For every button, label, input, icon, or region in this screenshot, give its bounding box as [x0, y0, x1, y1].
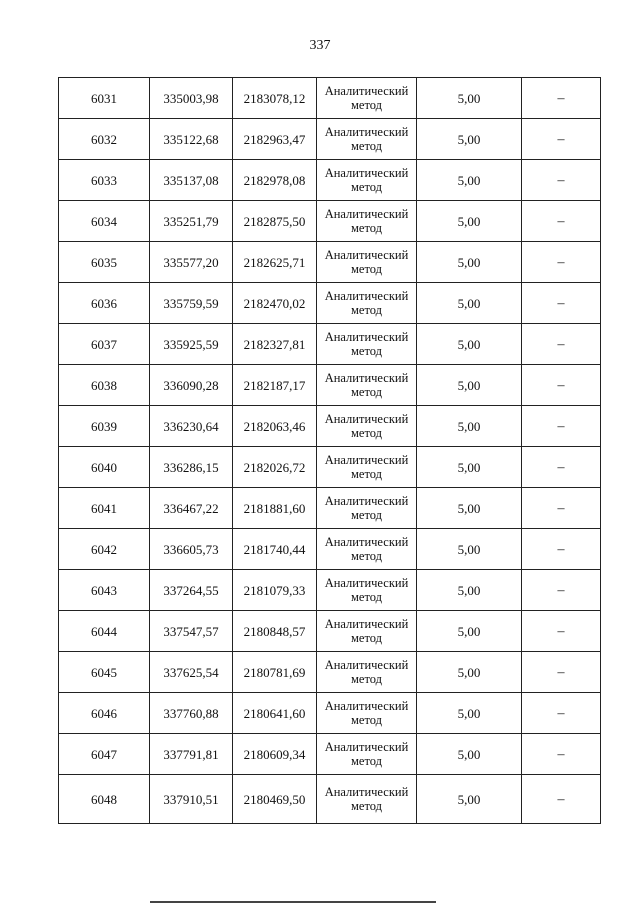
coord-x-cell: 335003,98: [150, 78, 233, 119]
table-row: [59, 283, 601, 324]
coord-x-cell: 337791,81: [150, 734, 233, 775]
method-label-line1: Аналитический: [324, 617, 409, 631]
coord-x-cell: 335122,68: [150, 119, 233, 160]
accuracy-cell: 5,00: [417, 652, 522, 693]
point-id-cell: 6033: [59, 160, 150, 201]
method-label-line2: метод: [350, 262, 382, 276]
table-row: [59, 775, 601, 824]
accuracy-cell: 5,00: [417, 488, 522, 529]
note-cell: –: [522, 160, 601, 201]
method-cell: [317, 406, 417, 447]
method-label-line2: метод: [350, 180, 382, 194]
accuracy-cell: 5,00: [417, 406, 522, 447]
table-row: [59, 488, 601, 529]
coord-x-cell: 335925,59: [150, 324, 233, 365]
point-id-cell: 6032: [59, 119, 150, 160]
accuracy-cell: 5,00: [417, 570, 522, 611]
method-label-line1: Аналитический: [324, 166, 409, 180]
scan-edge-line: [150, 901, 436, 903]
note-cell: –: [522, 611, 601, 652]
coord-y-cell: 2180609,34: [233, 734, 317, 775]
coord-x-cell: 335137,08: [150, 160, 233, 201]
note-cell: –: [522, 447, 601, 488]
point-id-cell: 6036: [59, 283, 150, 324]
coord-y-cell: 2182470,02: [233, 283, 317, 324]
accuracy-cell: 5,00: [417, 242, 522, 283]
method-cell: [317, 488, 417, 529]
method-label-line1: Аналитический: [324, 248, 409, 262]
table-row: [59, 201, 601, 242]
method-label-line2: метод: [350, 98, 382, 112]
method-label-line1: Аналитический: [324, 494, 409, 508]
coord-x-cell: 337910,51: [150, 775, 233, 824]
method-label-line1: Аналитический: [324, 699, 409, 713]
method-label-line1: Аналитический: [324, 535, 409, 549]
method-cell: [317, 78, 417, 119]
method-label-line1: Аналитический: [324, 412, 409, 426]
coord-y-cell: 2181740,44: [233, 529, 317, 570]
method-cell: [317, 365, 417, 406]
table-row: [59, 160, 601, 201]
method-label-line2: метод: [350, 467, 382, 481]
coord-y-cell: 2182063,46: [233, 406, 317, 447]
page-number: 337: [309, 38, 331, 53]
method-cell: [317, 283, 417, 324]
note-cell: –: [522, 652, 601, 693]
point-id-cell: 6041: [59, 488, 150, 529]
method-cell: [317, 447, 417, 488]
method-cell: [317, 775, 417, 824]
point-id-cell: 6047: [59, 734, 150, 775]
note-cell: –: [522, 324, 601, 365]
note-cell: –: [522, 119, 601, 160]
coord-x-cell: 337760,88: [150, 693, 233, 734]
coord-y-cell: 2181881,60: [233, 488, 317, 529]
point-id-cell: 6035: [59, 242, 150, 283]
point-id-cell: 6043: [59, 570, 150, 611]
method-cell: [317, 570, 417, 611]
method-label-line1: Аналитический: [324, 785, 409, 799]
coord-x-cell: 335577,20: [150, 242, 233, 283]
accuracy-cell: 5,00: [417, 775, 522, 824]
method-cell: [317, 242, 417, 283]
point-id-cell: 6034: [59, 201, 150, 242]
coordinates-table-wrapper: [58, 77, 600, 824]
coord-x-cell: 336605,73: [150, 529, 233, 570]
point-id-cell: 6048: [59, 775, 150, 824]
coord-x-cell: 336090,28: [150, 365, 233, 406]
coord-y-cell: 2182963,47: [233, 119, 317, 160]
accuracy-cell: 5,00: [417, 734, 522, 775]
point-id-cell: 6039: [59, 406, 150, 447]
coord-x-cell: 337547,57: [150, 611, 233, 652]
table-row: [59, 529, 601, 570]
method-label-line1: Аналитический: [324, 453, 409, 467]
coord-x-cell: 336286,15: [150, 447, 233, 488]
table-row: [59, 652, 601, 693]
table-row: [59, 406, 601, 447]
coord-x-cell: 337264,55: [150, 570, 233, 611]
method-label-line2: метод: [350, 549, 382, 563]
table-row: [59, 242, 601, 283]
note-cell: –: [522, 78, 601, 119]
method-label-line2: метод: [350, 631, 382, 645]
note-cell: –: [522, 734, 601, 775]
coord-y-cell: 2182978,08: [233, 160, 317, 201]
accuracy-cell: 5,00: [417, 365, 522, 406]
point-id-cell: 6045: [59, 652, 150, 693]
table-row: [59, 119, 601, 160]
method-label-line2: метод: [350, 799, 382, 813]
accuracy-cell: 5,00: [417, 529, 522, 570]
method-label-line2: метод: [350, 713, 382, 727]
method-label-line2: метод: [350, 590, 382, 604]
point-id-cell: 6037: [59, 324, 150, 365]
method-label-line2: метод: [350, 508, 382, 522]
note-cell: –: [522, 529, 601, 570]
table-row: [59, 693, 601, 734]
method-label-line1: Аналитический: [324, 576, 409, 590]
note-cell: –: [522, 775, 601, 824]
accuracy-cell: 5,00: [417, 160, 522, 201]
method-label-line2: метод: [350, 139, 382, 153]
point-id-cell: 6031: [59, 78, 150, 119]
method-label-line2: метод: [350, 344, 382, 358]
accuracy-cell: 5,00: [417, 324, 522, 365]
coord-y-cell: 2180848,57: [233, 611, 317, 652]
point-id-cell: 6040: [59, 447, 150, 488]
note-cell: –: [522, 365, 601, 406]
point-id-cell: 6046: [59, 693, 150, 734]
method-label-line2: метод: [350, 385, 382, 399]
note-cell: –: [522, 283, 601, 324]
coord-y-cell: 2182187,17: [233, 365, 317, 406]
coord-y-cell: 2180641,60: [233, 693, 317, 734]
accuracy-cell: 5,00: [417, 201, 522, 242]
method-label-line1: Аналитический: [324, 658, 409, 672]
note-cell: –: [522, 242, 601, 283]
method-label-line2: метод: [350, 754, 382, 768]
note-cell: –: [522, 488, 601, 529]
coord-y-cell: 2180781,69: [233, 652, 317, 693]
accuracy-cell: 5,00: [417, 447, 522, 488]
method-cell: [317, 734, 417, 775]
coord-y-cell: 2182327,81: [233, 324, 317, 365]
method-cell: [317, 529, 417, 570]
coord-y-cell: 2182625,71: [233, 242, 317, 283]
coord-y-cell: 2180469,50: [233, 775, 317, 824]
method-label-line2: метод: [350, 426, 382, 440]
coord-x-cell: 337625,54: [150, 652, 233, 693]
note-cell: –: [522, 693, 601, 734]
table-row: [59, 78, 601, 119]
method-cell: [317, 119, 417, 160]
accuracy-cell: 5,00: [417, 119, 522, 160]
method-cell: [317, 201, 417, 242]
coord-y-cell: 2182875,50: [233, 201, 317, 242]
method-cell: [317, 324, 417, 365]
table-row: [59, 324, 601, 365]
accuracy-cell: 5,00: [417, 611, 522, 652]
method-label-line2: метод: [350, 221, 382, 235]
point-id-cell: 6044: [59, 611, 150, 652]
coord-y-cell: 2181079,33: [233, 570, 317, 611]
method-label-line1: Аналитический: [324, 207, 409, 221]
coord-y-cell: 2183078,12: [233, 78, 317, 119]
coord-x-cell: 335759,59: [150, 283, 233, 324]
accuracy-cell: 5,00: [417, 283, 522, 324]
coord-x-cell: 336230,64: [150, 406, 233, 447]
table-row: [59, 611, 601, 652]
coordinates-table-body: [59, 78, 601, 824]
table-row: [59, 570, 601, 611]
method-label-line1: Аналитический: [324, 371, 409, 385]
accuracy-cell: 5,00: [417, 693, 522, 734]
coord-y-cell: 2182026,72: [233, 447, 317, 488]
method-label-line1: Аналитический: [324, 330, 409, 344]
point-id-cell: 6038: [59, 365, 150, 406]
table-row: [59, 365, 601, 406]
coord-x-cell: 335251,79: [150, 201, 233, 242]
method-label-line1: Аналитический: [324, 125, 409, 139]
method-cell: [317, 611, 417, 652]
method-label-line2: метод: [350, 303, 382, 317]
method-label-line2: метод: [350, 672, 382, 686]
method-label-line1: Аналитический: [324, 740, 409, 754]
method-cell: [317, 652, 417, 693]
note-cell: –: [522, 406, 601, 447]
table-row: [59, 734, 601, 775]
accuracy-cell: 5,00: [417, 78, 522, 119]
method-label-line1: Аналитический: [324, 84, 409, 98]
method-cell: [317, 693, 417, 734]
method-label-line1: Аналитический: [324, 289, 409, 303]
point-id-cell: 6042: [59, 529, 150, 570]
coord-x-cell: 336467,22: [150, 488, 233, 529]
coordinates-table: [58, 77, 601, 824]
method-cell: [317, 160, 417, 201]
table-row: [59, 447, 601, 488]
note-cell: –: [522, 570, 601, 611]
note-cell: –: [522, 201, 601, 242]
